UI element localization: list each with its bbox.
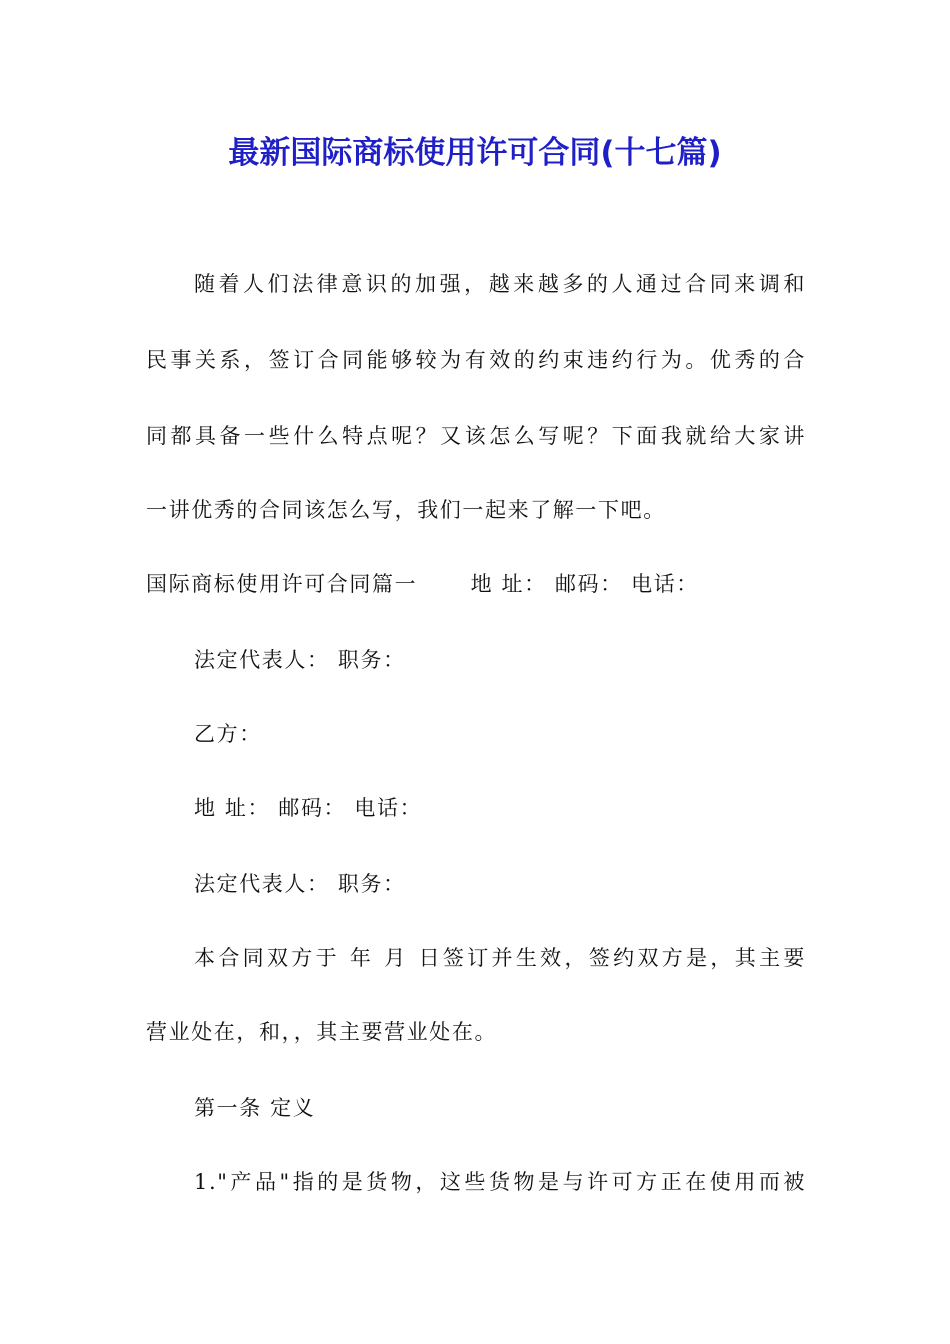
paragraph-line: 一讲优秀的合同该怎么写，我们一起来了解一下吧。 xyxy=(146,498,666,522)
form-field-line: 法定代表人： 职务： xyxy=(194,872,406,896)
paragraph-line: 同都具备一些什么特点呢？又该怎么写呢？下面我就给大家讲 xyxy=(146,424,806,448)
paragraph-line: 1."产品"指的是货物，这些货物是与许可方正在使用而被 xyxy=(194,1170,806,1194)
form-field-line: 法定代表人： 职务： xyxy=(194,648,406,672)
section-heading-line: 国际商标使用许可合同篇一 地 址： 邮码： 电话： xyxy=(146,572,699,596)
form-field-line: 地 址： 邮码： 电话： xyxy=(194,796,423,820)
paragraph-line: 营业处在，和，，其主要营业处在。 xyxy=(146,1020,498,1044)
article-heading: 第一条 定义 xyxy=(194,1096,316,1120)
document-title: 最新国际商标使用许可合同(十七篇) xyxy=(228,135,722,171)
paragraph-line: 民事关系，签订合同能够较为有效的约束违约行为。优秀的合 xyxy=(146,348,806,372)
paragraph-line: 随着人们法律意识的加强，越来越多的人通过合同来调和 xyxy=(194,272,806,296)
paragraph-line: 本合同双方于 年 月 日签订并生效，签约双方是，其主要 xyxy=(194,946,806,970)
form-field-line: 乙方： xyxy=(194,722,262,746)
